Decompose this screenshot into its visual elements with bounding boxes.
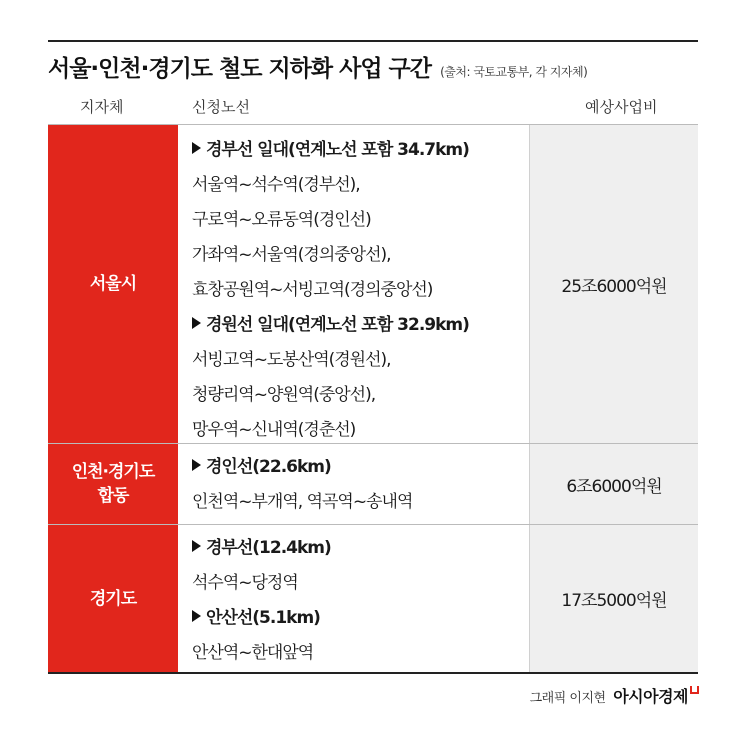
triangle-bullet-icon bbox=[192, 610, 201, 622]
route-text: 경원선 일대(연계노선 포함 32.9km) bbox=[206, 315, 469, 335]
route-line-highlight bbox=[192, 308, 529, 343]
credit-label: 그래픽 이지현 bbox=[529, 691, 606, 706]
brand-name: 아시아경제 bbox=[613, 687, 688, 706]
page-title: 서울·인천·경기도 철도 지하화 사업 구간 bbox=[48, 56, 431, 82]
triangle-bullet-icon bbox=[192, 317, 201, 329]
route-line: 서울역~석수역(경부선), bbox=[192, 175, 360, 195]
route-line: 청량리역~양원역(중앙선), bbox=[192, 385, 376, 405]
route-line-highlight bbox=[192, 133, 529, 168]
triangle-bullet-icon bbox=[192, 540, 201, 552]
route-line: 석수역~당정역 bbox=[192, 573, 298, 593]
route-line-highlight bbox=[192, 450, 529, 485]
header-region: 지자체 bbox=[80, 98, 124, 116]
top-rule bbox=[48, 40, 698, 42]
route-line: 구로역~오류동역(경인선) bbox=[192, 210, 371, 230]
cost-cell bbox=[530, 525, 698, 672]
route-line: 망우역~신내역(경춘선) bbox=[192, 420, 356, 440]
route-line: 효창공원역~서빙고역(경의중앙선) bbox=[192, 280, 433, 300]
table-row-seoul bbox=[48, 124, 698, 443]
region-label: 인천·경기도 bbox=[71, 462, 155, 482]
triangle-bullet-icon bbox=[192, 142, 201, 154]
region-cell bbox=[48, 525, 178, 672]
route-line-highlight bbox=[192, 531, 529, 566]
route-line: 가좌역~서울역(경의중앙선), bbox=[192, 245, 391, 265]
cost-cell bbox=[530, 125, 698, 443]
routes-cell bbox=[178, 125, 530, 443]
route-text: 안산선(5.1km) bbox=[206, 608, 320, 628]
source-note: (출처: 국토교통부, 각 지자체) bbox=[440, 65, 588, 79]
table-header bbox=[48, 96, 698, 124]
route-line-highlight bbox=[192, 601, 529, 636]
route-line: 인천역~부개역, 역곡역~송내역 bbox=[192, 492, 413, 512]
triangle-bullet-icon bbox=[192, 459, 201, 471]
routes-cell bbox=[178, 444, 530, 524]
cost-value: 25조6000억원 bbox=[561, 276, 667, 297]
route-text: 경부선(12.4km) bbox=[206, 538, 331, 558]
header-route: 신청노선 bbox=[192, 98, 250, 116]
railway-table bbox=[48, 124, 698, 674]
route-line: 안산역~한대앞역 bbox=[192, 643, 314, 663]
route-text: 경부선 일대(연계노선 포함 34.7km) bbox=[206, 140, 469, 160]
region-cell bbox=[48, 125, 178, 443]
region-cell bbox=[48, 444, 178, 524]
routes-cell bbox=[178, 525, 530, 672]
region-label: 서울시 bbox=[89, 274, 137, 294]
cost-cell bbox=[530, 444, 698, 524]
brand-mark-icon bbox=[690, 686, 699, 694]
region-label: 경기도 bbox=[89, 588, 137, 609]
cost-value: 17조5000억원 bbox=[561, 591, 667, 611]
route-text: 경인선(22.6km) bbox=[206, 457, 331, 477]
title-row bbox=[48, 50, 708, 83]
table-row-incheon-gyeonggi bbox=[48, 443, 698, 524]
route-line: 서빙고역~도봉산역(경원선), bbox=[192, 350, 391, 370]
header-cost: 예상사업비 bbox=[585, 98, 658, 116]
cost-value: 6조6000억원 bbox=[566, 476, 662, 497]
region-label-sub: 합동 bbox=[97, 486, 129, 506]
credit-line bbox=[530, 684, 699, 707]
table-row-gyeonggi bbox=[48, 524, 698, 674]
